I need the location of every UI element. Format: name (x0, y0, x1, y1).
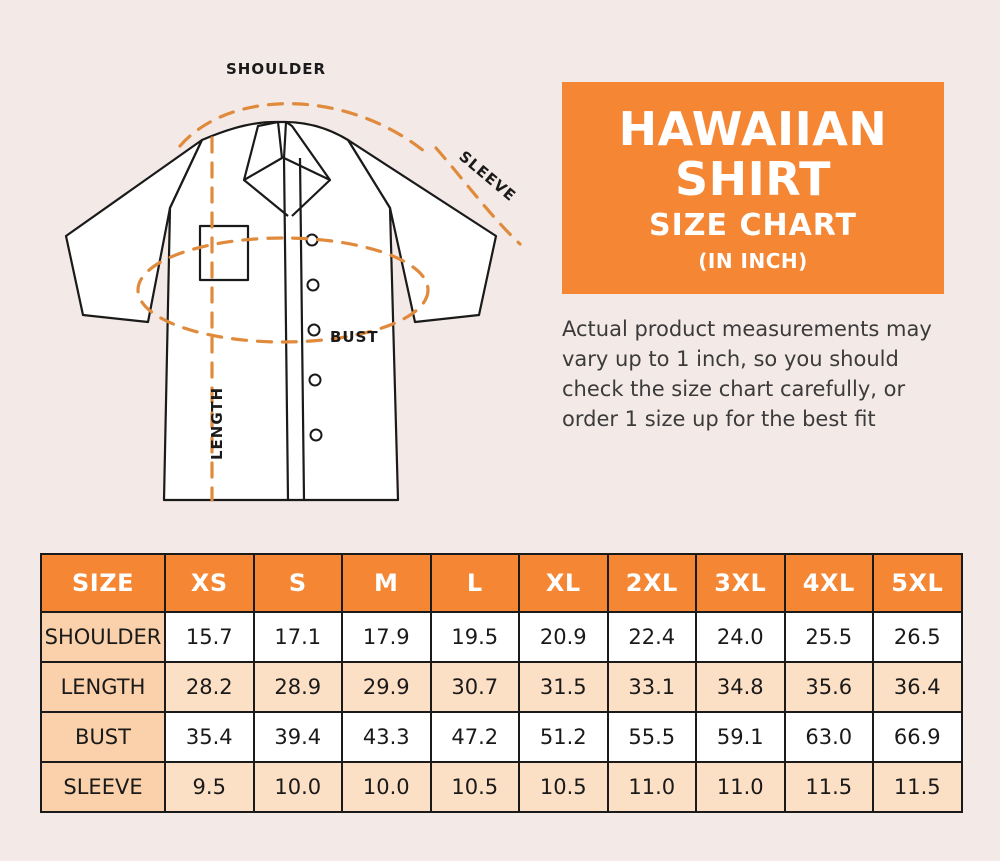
row-label-bust: BUST (41, 712, 165, 762)
length-label: LENGTH (208, 386, 226, 460)
shirt-body-shape (164, 122, 398, 500)
cell: 55.5 (608, 712, 697, 762)
cell: 34.8 (696, 662, 785, 712)
header-panel (562, 82, 944, 434)
row-label-length: LENGTH (41, 662, 165, 712)
title-unit: (IN INCH) (698, 249, 808, 273)
table-row (41, 712, 962, 762)
cell: 17.1 (254, 612, 343, 662)
column-header-3xl: 3XL (696, 554, 785, 612)
title-second-line: SHIRT (675, 152, 831, 206)
cell: 35.6 (785, 662, 874, 712)
cell: 29.9 (342, 662, 431, 712)
cell: 28.9 (254, 662, 343, 712)
cell: 31.5 (519, 662, 608, 712)
column-header-xs: XS (165, 554, 254, 612)
shirt-illustration (30, 30, 550, 520)
column-header-4xl: 4XL (785, 554, 874, 612)
cell: 28.2 (165, 662, 254, 712)
cell: 10.0 (254, 762, 343, 812)
cell: 66.9 (873, 712, 962, 762)
cell: 25.5 (785, 612, 874, 662)
cell: 15.7 (165, 612, 254, 662)
column-header-s: S (254, 554, 343, 612)
measurement-note: Actual product measurements may vary up to 1 inch, so you should check the size chart carefully, or order 1 size up for the best fit (562, 317, 932, 431)
column-header-l: L (431, 554, 520, 612)
column-header-m: M (342, 554, 431, 612)
table-header-row (41, 554, 962, 612)
size-chart-table (40, 553, 963, 813)
cell: 10.0 (342, 762, 431, 812)
bust-label: BUST (330, 328, 379, 346)
cell: 43.3 (342, 712, 431, 762)
column-header-5xl: 5XL (873, 554, 962, 612)
shoulder-label: SHOULDER (226, 60, 327, 78)
table-row (41, 762, 962, 812)
cell: 59.1 (696, 712, 785, 762)
row-label-sleeve: SLEEVE (41, 762, 165, 812)
cell: 24.0 (696, 612, 785, 662)
cell: 10.5 (431, 762, 520, 812)
cell: 9.5 (165, 762, 254, 812)
cell: 11.5 (785, 762, 874, 812)
cell: 22.4 (608, 612, 697, 662)
cell: 63.0 (785, 712, 874, 762)
cell: 33.1 (608, 662, 697, 712)
size-chart-table-wrapper (40, 553, 960, 813)
cell: 11.5 (873, 762, 962, 812)
table-row (41, 662, 962, 712)
cell: 17.9 (342, 612, 431, 662)
column-header-size: SIZE (41, 554, 165, 612)
row-label-shoulder: SHOULDER (41, 612, 165, 662)
cell: 30.7 (431, 662, 520, 712)
cell: 20.9 (519, 612, 608, 662)
cell: 39.4 (254, 712, 343, 762)
sleeve-label: SLEEVE (455, 147, 520, 206)
cell: 19.5 (431, 612, 520, 662)
cell: 11.0 (608, 762, 697, 812)
cell: 51.2 (519, 712, 608, 762)
table-row (41, 612, 962, 662)
cell: 36.4 (873, 662, 962, 712)
cell: 11.0 (696, 762, 785, 812)
column-header-xl: XL (519, 554, 608, 612)
title-size-chart: SIZE CHART (648, 208, 858, 243)
column-header-2xl: 2XL (608, 554, 697, 612)
cell: 26.5 (873, 612, 962, 662)
cell: 47.2 (431, 712, 520, 762)
title-main: HAWAIIAN (618, 102, 888, 156)
cell: 10.5 (519, 762, 608, 812)
cell: 35.4 (165, 712, 254, 762)
title-box (562, 82, 944, 294)
